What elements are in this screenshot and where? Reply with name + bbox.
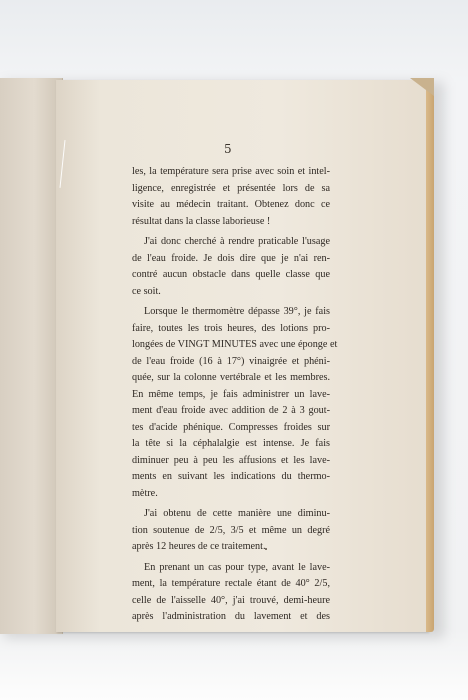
page-number: 5 bbox=[224, 142, 232, 156]
text-line: de l'eau froide (16 à 17°) vinaigrée et phéni- bbox=[132, 355, 330, 367]
text-line: En même temps, je fais administrer un lave- bbox=[132, 388, 330, 400]
text-line: de l'eau froide. Je dois dire que je n'ai ren- bbox=[132, 252, 330, 264]
text-line: contré aucun obstacle dans quelle classe que bbox=[132, 269, 330, 280]
paragraph-2 bbox=[132, 234, 330, 300]
text-line: diminuer peu à peu les affusions et les lave- bbox=[132, 454, 330, 466]
text-line: la tête si la céphalalgie est intense. Je fais bbox=[132, 438, 330, 449]
text-line: les, la température sera prise avec soin et intel- bbox=[132, 166, 330, 177]
text-line: faire, toutes les trois heures, des lotions pro- bbox=[132, 322, 330, 334]
text-line: Lorsque le thermomètre dépasse 39°, je fais bbox=[144, 306, 330, 317]
paragraph-5 bbox=[132, 560, 330, 626]
text-line: visite au médecin traitant. Obtenez donc ce bbox=[132, 199, 330, 210]
text-line: celle de l'aisselle 40°, j'ai trouvé, demi-heure bbox=[132, 594, 330, 606]
paragraph-1 bbox=[132, 164, 330, 230]
page-fore-edge bbox=[426, 84, 434, 632]
text-line: quée, sur la colonne vertébrale et les membres. bbox=[132, 372, 330, 383]
text-line: tion soutenue de 2/5, 3/5 et même un degré bbox=[132, 524, 330, 536]
text-line: longées de VINGT MINUTES avec une éponge et bbox=[132, 339, 338, 350]
text-line: ce soit. bbox=[132, 285, 161, 297]
body-text bbox=[132, 164, 338, 630]
text-line: ment, la température rectale étant de 40° 2/5, bbox=[132, 578, 330, 589]
text-line: J'ai donc cherché à rendre praticable l'usage bbox=[144, 236, 330, 247]
left-page-edge bbox=[0, 78, 63, 634]
paragraph-4 bbox=[132, 506, 330, 556]
text-line: après 12 heures de ce traitement. bbox=[132, 541, 266, 552]
text-line: résultat dans la classe laborieuse ! bbox=[132, 215, 271, 227]
text-line: ment d'eau froide avec addition de 2 à 3 gout- bbox=[132, 405, 330, 416]
text-line: après l'administration du lavement et des bbox=[132, 611, 330, 622]
paragraph-3 bbox=[132, 304, 338, 502]
text-line: En prenant un cas pour type, avant le lave- bbox=[144, 561, 330, 573]
text-line: tes d'acide phénique. Compresses froides sur bbox=[132, 421, 330, 433]
text-line: mètre. bbox=[132, 487, 158, 499]
text-line: ments en suivant les indications du thermo- bbox=[132, 471, 330, 482]
text-line: J'ai obtenu de cette manière une diminu- bbox=[144, 508, 330, 519]
text-line: ligence, enregistrée et présentée lors de sa bbox=[132, 182, 330, 194]
